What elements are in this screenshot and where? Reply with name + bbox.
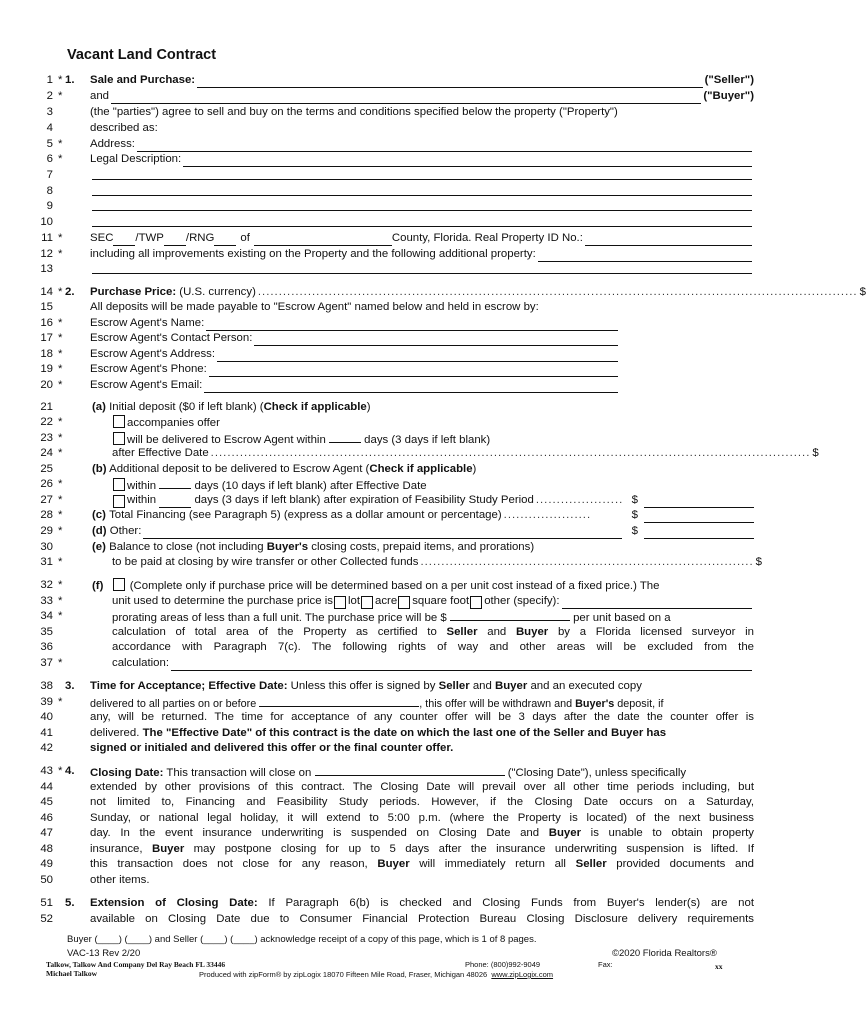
line-text: accordance with Paragraph 7(c). The following rights of way and other areas will be excluded from the (112, 641, 754, 653)
line-text: Sunday, or national legal holiday, it will extend to 5:00 p.m. (where the Property is located) of the next business (90, 812, 754, 824)
line-45 (28, 795, 754, 810)
line-text: will be delivered to Escrow Agent within (127, 434, 326, 446)
required-mark: * (58, 90, 63, 102)
unit-acre-label: acre (375, 595, 398, 607)
of-text: of (240, 232, 250, 244)
acknowledgment-line: Buyer (____) (____) and Seller (____) (____) acknowledge receipt of a copy of this page, which is 1 of 8 pages. (67, 934, 537, 945)
line-text: delivered to all parties on or before (90, 698, 257, 710)
line-text: by a Florida licensed surveyor in (548, 626, 754, 638)
additional-deposit-10-checkbox[interactable] (113, 478, 125, 491)
line-text: Other: (109, 525, 142, 537)
line-23 (28, 431, 754, 446)
legal-description-field[interactable] (92, 184, 752, 196)
line-text: and an executed copy (527, 680, 642, 692)
address-field[interactable] (137, 140, 752, 152)
buyer-bold: Buyer (377, 858, 410, 870)
line-text: this transaction does not close for any reason, (90, 858, 378, 870)
line-number: 3 (46, 106, 53, 118)
required-mark: * (58, 657, 63, 669)
line-27: 27 * within days (3 days if left blank) after expiration of Feasibility Study Period ..................... $ (28, 493, 754, 508)
required-mark: * (58, 317, 63, 329)
improvements-text: including all improvements existing on the Property and the following additional property: (90, 248, 536, 260)
line-text: , this offer will be withdrawn and (419, 698, 576, 710)
line-number: 45 (40, 796, 53, 808)
buyer-bold: Buyer (495, 680, 528, 692)
escrow-name-field[interactable] (206, 319, 618, 331)
seller-bold: Seller (446, 626, 478, 638)
unit-lot-label: lot (347, 595, 361, 607)
line-number: 46 (40, 812, 53, 824)
line-number: 34 (40, 610, 53, 622)
required-mark: * (58, 248, 63, 260)
seller-label: ("Seller") (704, 74, 754, 86)
required-mark: * (58, 379, 63, 391)
unit-other-field[interactable] (562, 597, 752, 609)
line-number: 28 (40, 509, 53, 521)
excluded-areas-field[interactable] (171, 659, 752, 671)
required-mark: * (58, 509, 63, 521)
line-4 (28, 121, 754, 136)
escrow-address-field[interactable] (217, 350, 618, 362)
line-number: 8 (46, 185, 53, 197)
line-36 (28, 640, 754, 655)
produced-text: Produced with zipForm® by zipLogix 18070 Fifteen Mile Road, Fraser, Michigan 48026 (199, 970, 488, 979)
zipform-credit (199, 970, 553, 979)
line-number: 15 (40, 301, 53, 313)
line-25 (28, 462, 754, 477)
property-id-field[interactable] (585, 234, 752, 246)
line-8 (28, 184, 754, 199)
other-amount-field[interactable] (644, 527, 754, 539)
line-37 (28, 656, 754, 671)
line-51 (28, 896, 754, 911)
additional-deposit-field[interactable] (644, 496, 754, 508)
line-number: 38 (40, 680, 53, 692)
unit-square-foot-label: square foot (412, 595, 470, 607)
line-11 (28, 231, 754, 246)
per-unit-checkbox[interactable] (113, 578, 125, 591)
required-mark: * (58, 153, 63, 165)
line-number: 26 (40, 478, 53, 490)
unit-other-label: other (specify): (484, 595, 560, 607)
line-number: 37 (40, 657, 53, 669)
line-number: 36 (40, 641, 53, 653)
line-number: 6 (46, 153, 53, 165)
dollar-sign: $ (631, 494, 638, 506)
line-39 (28, 695, 754, 710)
twp-field[interactable] (164, 234, 186, 246)
line-number: 24 (40, 447, 53, 459)
unit-acre-checkbox[interactable] (361, 596, 373, 609)
line-text: closing costs, prepaid items, and prorations) (308, 541, 535, 553)
line-text: within (127, 480, 157, 492)
line-number: 31 (40, 556, 53, 568)
line-26 (28, 477, 754, 492)
line-text: after Effective Date (112, 447, 209, 459)
line-text: deposit, if (614, 698, 664, 710)
line-41 (28, 726, 754, 741)
line-text: accompanies offer (127, 417, 220, 429)
line-3 (28, 105, 754, 120)
line-text: described as: (90, 122, 158, 134)
line-2 (28, 89, 754, 104)
item-label: (d) (92, 525, 107, 537)
line-text: Balance to close (not including (109, 541, 267, 553)
required-mark: * (58, 138, 63, 150)
unit-other-checkbox[interactable] (470, 596, 482, 609)
item-label: (a) (92, 401, 106, 413)
line-9 (28, 199, 754, 214)
line-number: 2 (46, 90, 53, 102)
dollar-sign: $ (631, 525, 638, 537)
dollar-sign: $ (755, 556, 762, 568)
line-number: 33 (40, 595, 53, 607)
line-number: 49 (40, 858, 53, 870)
address-label: Address: (90, 138, 135, 150)
fax-label: Fax: (598, 960, 613, 969)
section-heading: Closing Date: (90, 767, 164, 779)
line-number: 29 (40, 525, 53, 537)
section-heading: Time for Acceptance; Effective Date: (90, 680, 288, 692)
line-text: may postpone closing for up to 5 days after the insurance underwriting suspension is lifted. If (184, 843, 755, 855)
line-number: 20 (40, 379, 53, 391)
section-number: 4. (65, 765, 75, 777)
required-mark: * (58, 332, 63, 344)
seller-bold: Seller (575, 858, 607, 870)
escrow-address-label: Escrow Agent's Address: (90, 348, 216, 360)
line-number: 9 (46, 200, 53, 212)
section-number: 1. (65, 74, 75, 86)
line-21 (28, 400, 754, 415)
line-number: 18 (40, 348, 53, 360)
buyer-name-field[interactable] (111, 92, 701, 104)
sec-label: SEC (90, 232, 114, 244)
total-financing-field[interactable] (644, 511, 754, 523)
line-14: 14 * 2. Purchase Price: (U.S. currency) ................................................................................................................................................ $ (28, 285, 754, 300)
line-text: extended by other provisions of this contract. The Closing Date will prevail over all other time periods including, but (90, 781, 754, 793)
section-heading: Purchase Price: (90, 286, 177, 298)
line-20 (28, 378, 754, 393)
line-text: If Paragraph 6(b) is checked and Closing Funds from Buyer's lender(s) are not (257, 897, 754, 909)
required-mark: * (58, 696, 63, 708)
line-text: available on Closing Date due to Consumer Financial Protection Bureau Closing Disclosure delivery requirements (90, 913, 754, 925)
line-5 (28, 137, 754, 152)
line-43 (28, 764, 754, 779)
line-number: 14 (40, 286, 53, 298)
line-text: will immediately return all (409, 858, 576, 870)
section-number: 2. (65, 286, 75, 298)
required-mark: * (58, 595, 63, 607)
ziplogix-link[interactable]: www.zipLogix.com (491, 970, 554, 979)
line-text: prorating areas of less than a full unit. The purchase price will be $ (112, 612, 447, 624)
line-number: 13 (40, 263, 53, 275)
line-text: Additional deposit to be delivered to Escrow Agent ( (109, 463, 370, 475)
line-number: 41 (40, 727, 53, 739)
additional-property-field[interactable] (538, 250, 752, 262)
buyer-label: ("Buyer") (703, 90, 754, 102)
check-note: Check if applicable (263, 401, 367, 413)
line-number: 30 (40, 541, 53, 553)
line-52 (28, 912, 754, 927)
line-38 (28, 679, 754, 694)
line-13 (28, 262, 754, 277)
line-number: 1 (46, 74, 53, 86)
line-number: 17 (40, 332, 53, 344)
feasibility-days-field[interactable] (159, 496, 191, 508)
additional-deposit-3-checkbox[interactable] (113, 495, 125, 508)
line-15 (28, 300, 754, 315)
required-mark: * (58, 363, 63, 375)
deposit-days-field[interactable] (329, 431, 361, 443)
phone-number: Phone: (800)992-9049 (465, 960, 541, 969)
escrow-email-label: Escrow Agent's Email: (90, 379, 203, 391)
legal-description-field[interactable] (183, 155, 752, 167)
buyer-bold: Buyer (151, 843, 185, 855)
line-text: insurance, (90, 843, 152, 855)
line-22 (28, 415, 754, 430)
required-mark: * (58, 286, 63, 298)
line-number: 43 (40, 765, 53, 777)
rng-label: /RNG (185, 232, 215, 244)
section-number: 3. (65, 680, 75, 692)
line-text: any, will be returned. The time for acceptance of any counter offer will be 3 days after the date the counter offer is (90, 711, 754, 723)
escrow-email-field[interactable] (204, 381, 618, 393)
line-text: other items. (90, 874, 150, 886)
check-note: Check if applicable (369, 463, 473, 475)
seller-name-field[interactable] (197, 76, 702, 88)
accompanies-offer-checkbox[interactable] (113, 415, 125, 428)
line-number: 48 (40, 843, 53, 855)
twp-label: /TWP (135, 232, 164, 244)
line-number: 47 (40, 827, 53, 839)
line-29 (28, 524, 754, 539)
unit-square-foot-checkbox[interactable] (398, 596, 410, 609)
required-mark: * (58, 232, 63, 244)
legal-description-label: Legal Description: (90, 153, 182, 165)
line-text: per unit based on a (573, 612, 671, 624)
line-text: provided documents and (606, 858, 754, 870)
line-49 (28, 857, 754, 872)
closing-date-field[interactable] (315, 764, 505, 776)
buyer-bold: Buyer's (575, 698, 615, 710)
line-number: 5 (46, 138, 53, 150)
line-text: and (477, 626, 516, 638)
line-text: delivered. (90, 727, 143, 739)
required-mark: * (58, 432, 63, 444)
line-number: 21 (40, 401, 53, 413)
buyer-bold: Buyer (548, 827, 582, 839)
line-text: is unable to obtain property (581, 827, 755, 839)
required-mark: * (58, 348, 63, 360)
required-mark: * (58, 525, 63, 537)
required-mark: * (58, 74, 63, 86)
line-text: Total Financing (see Paragraph 5) (express as a dollar amount or percentage) (109, 509, 502, 521)
line-1 (28, 73, 754, 88)
line-35 (28, 625, 754, 640)
line-text: days (10 days if left blank) after Effective Date (194, 480, 427, 492)
additional-property-field[interactable] (92, 262, 752, 274)
line-number: 22 (40, 416, 53, 428)
line-text: unit used to determine the purchase price is (112, 595, 333, 607)
line-12 (28, 247, 754, 262)
line-text: ("Closing Date"), unless specifically (507, 767, 687, 779)
line-46 (28, 811, 754, 826)
agent-name: Michael Talkow (46, 969, 98, 978)
line-text: not limited to, Financing and Feasibility Study periods. However, if the Closing Date occurs on a Saturday, (90, 796, 754, 808)
line-text: calculation of total area of the Property as certified to (112, 626, 447, 638)
line-17 (28, 331, 754, 346)
line-number: 39 (40, 696, 53, 708)
item-label: (c) (92, 509, 106, 521)
line-text: days (3 days if left blank) (364, 434, 491, 446)
buyer-bold: Buyer's (266, 541, 309, 553)
line-text: (Complete only if purchase price will be determined based on a per unit cost instead of a fixed price.) The (129, 580, 660, 592)
line-number: 52 (40, 913, 53, 925)
required-mark: * (58, 494, 63, 506)
price-per-unit-field[interactable] (450, 609, 570, 621)
legal-description-field[interactable] (92, 199, 752, 211)
line-number: 4 (46, 122, 53, 134)
line-30 (28, 540, 754, 555)
line-number: 50 (40, 874, 53, 886)
line-31: 31 * to be paid at closing by wire transfer or other Collected funds ................................................................................ $ (28, 555, 754, 570)
section-heading: Extension of Closing Date: (90, 897, 258, 909)
line-40 (28, 710, 754, 725)
line-number: 42 (40, 742, 53, 754)
effective-date-bold: signed or initialed and delivered this offer or the final counter offer. (90, 742, 454, 754)
line-33 (28, 594, 754, 609)
line-42 (28, 741, 754, 756)
escrow-contact-field[interactable] (254, 334, 618, 346)
line-number: 27 (40, 494, 53, 506)
line-number: 10 (40, 216, 53, 228)
form-code: VAC-13 Rev 2/20 (67, 948, 141, 959)
county-field[interactable] (254, 234, 392, 246)
line-text: day. In the event insurance underwriting is suspended on Closing Date and (90, 827, 549, 839)
currency-text: (U.S. currency) (179, 286, 256, 298)
item-label: (b) (92, 463, 107, 475)
company-name: Talkow, Talkow And Company Del Ray Beach FL 33446 (46, 960, 226, 969)
line-text: within (127, 494, 157, 506)
line-24: 24 * after Effective Date ................................................................................................................................................ $ (28, 446, 754, 461)
line-number: 23 (40, 432, 53, 444)
sec-field[interactable] (113, 234, 135, 246)
line-number: 25 (40, 463, 53, 475)
line-48 (28, 842, 754, 857)
deliver-escrow-checkbox[interactable] (113, 432, 125, 445)
dollar-sign: $ (631, 509, 638, 521)
legal-description-field[interactable] (92, 168, 752, 180)
line-16 (28, 316, 754, 331)
line-number: 19 (40, 363, 53, 375)
required-mark: * (58, 556, 63, 568)
line-text: and (469, 680, 495, 692)
line-text: (the "parties") agree to sell and buy on the terms and conditions specified below the property ("Property") (90, 106, 618, 118)
additional-deposit-days-field[interactable] (159, 477, 191, 489)
rng-field[interactable] (214, 234, 236, 246)
required-mark: * (58, 478, 63, 490)
escrow-phone-label: Escrow Agent's Phone: (90, 363, 207, 375)
line-number: 32 (40, 579, 53, 591)
item-label: (f) (92, 580, 104, 592)
line-text: days (3 days if left blank) after expiration of Feasibility Study Period (194, 494, 534, 506)
line-number: 11 (41, 232, 53, 244)
unit-lot-checkbox[interactable] (334, 596, 346, 609)
section-number: 5. (65, 897, 75, 909)
line-number: 44 (40, 781, 53, 793)
line-text: Initial deposit ($0 if left blank) ( (109, 401, 264, 413)
section-heading: Sale and Purchase: (90, 74, 196, 86)
line-number: 7 (46, 169, 53, 181)
line-number: 12 (40, 248, 53, 260)
line-number: 35 (40, 626, 53, 638)
dollar-sign: $ (859, 286, 866, 298)
line-34 (28, 609, 754, 624)
calculation-label: calculation: (112, 657, 169, 669)
acceptance-date-field[interactable] (259, 695, 419, 707)
required-mark: * (58, 447, 63, 459)
required-mark: * (58, 416, 63, 428)
county-text: County, Florida. Real Property ID No.: (391, 232, 583, 244)
line-number: 51 (40, 897, 53, 909)
and-text: and (90, 90, 110, 102)
required-mark: * (58, 579, 63, 591)
line-50 (28, 873, 754, 888)
seller-bold: Seller (438, 680, 470, 692)
line-32 (28, 578, 754, 593)
escrow-contact-label: Escrow Agent's Contact Person: (90, 332, 253, 344)
line-6 (28, 152, 754, 167)
line-10 (28, 215, 754, 230)
dollar-sign: $ (812, 447, 819, 459)
line-number: 16 (40, 317, 53, 329)
line-28: 28 * (c) Total Financing (see Paragraph 5) (express as a dollar amount or percentage) ..................... $ (28, 508, 754, 523)
line-47 (28, 826, 754, 841)
escrow-name-label: Escrow Agent's Name: (90, 317, 205, 329)
effective-date-bold: The "Effective Date" of this contract is the date on which the last one of the Seller and Buyer has (142, 727, 667, 739)
line-text: Unless this offer is signed by (287, 680, 439, 692)
item-label: (e) (92, 541, 106, 553)
line-text: This transaction will close on (163, 767, 312, 779)
escrow-phone-field[interactable] (209, 365, 618, 377)
paren: ) (472, 463, 477, 475)
page-code: xx (715, 962, 723, 971)
document-title: Vacant Land Contract (67, 47, 217, 63)
copyright-text: ©2020 Florida Realtors® (612, 948, 717, 959)
line-text: All deposits will be made payable to "Escrow Agent" named below and held in escrow by: (90, 301, 539, 313)
paren: ) (366, 401, 371, 413)
line-18 (28, 347, 754, 362)
buyer-bold: Buyer (515, 626, 549, 638)
line-19 (28, 362, 754, 377)
line-7 (28, 168, 754, 183)
line-number: 40 (40, 711, 53, 723)
required-mark: * (58, 765, 63, 777)
line-text: to be paid at closing by wire transfer or other Collected funds (112, 556, 419, 568)
line-44 (28, 780, 754, 795)
other-description-field[interactable] (143, 527, 621, 539)
legal-description-field[interactable] (92, 215, 752, 227)
required-mark: * (58, 610, 63, 622)
